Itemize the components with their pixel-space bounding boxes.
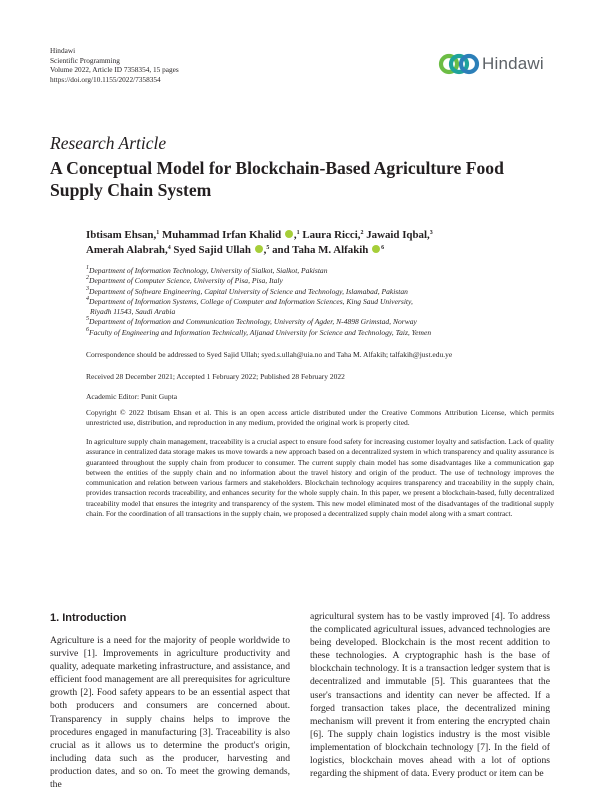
affiliation-list	[86, 266, 576, 338]
abstract: In agriculture supply chain management, traceability is a crucial aspect to ensure food safety for increasing customer loyalty and satisfaction. Lack of quality assurance in centralized data storage makes us move towards a new approach based on a decentralized system in which transparency and quality assurance is guaranteed throughout the supply chain from producer to consumer. The current supply chain model has some disadvantages like a communication gap between the entities of the supply chain and no information about the travel history and origin of the product. The use of technology improves the communication and relation between various farmers and stakeholders. Blockchain technology acquires transparency and traceability in the supply chain, provides transaction records traceability, and enhances security for the whole supply chain. In this paper, we present a blockchain-based, fully decentralized traceability model that ensures the integrity and transparency of the system. This new model eliminated most of the disadvantages of the traditional supply chain. For the coordination of all transactions in the supply chain, we proposed a decentralized supply chain model along with a smart contract.	[86, 437, 554, 518]
affiliation: $^5$Department of Information and Communication Technology, University of Agder, N-4898 Grimstad, Norway	[86, 316, 417, 327]
orcid-icon[interactable]	[372, 245, 380, 253]
orcid-icon[interactable]	[285, 230, 293, 238]
affiliation: $^6$Faculty of Engineering and Information Technically, Aljanad University for Science and Technology, Taiz, Yemen	[86, 326, 432, 337]
author: and Taha M. Alfakih $^6$	[272, 244, 385, 256]
body-column-left: Agriculture is a need for the majority of people worldwide to survive [1]. Improvements in agriculture productivity and quality, adequate marketing infrastructure, and assistance, and efficient food management are all prerequisites for agriculture growth [2]. Food safety appears to be an essential aspect that both producers and consumers are concerned about. Transparency in supply chains helps to improve the procedures engaged in manufacturing [3]. Traceability is also crucial as it allows us to determine the product's origin, including data such as the producer, harvesting and production dates, and so on. To meet the growing demands, the	[50, 635, 290, 791]
correspondence: Correspondence should be addressed to Syed Sajid Ullah; syed.s.ullah@uia.no and Taha M. Alfakih; talfakih@just.edu.ye	[86, 350, 453, 359]
logo-text: Hindawi	[482, 54, 544, 73]
publication-dates: Received 28 December 2021; Accepted 1 February 2022; Published 28 February 2022	[86, 372, 345, 381]
affiliation: $^4$Department of Information Systems, College of Computer and Information Sciences, King Saud University,	[86, 295, 413, 306]
author: Syed Sajid Ullah ,$^5$	[173, 244, 270, 256]
author: Jawaid Iqbal,$^3$	[366, 229, 433, 241]
article-title: A Conceptual Model for Blockchain-Based Agriculture Food Supply Chain System	[50, 158, 504, 200]
author: Muhammad Irfan Khalid ,$^1$	[161, 229, 300, 241]
article-type: Research Article	[50, 133, 167, 153]
copyright-notice: Copyright © 2022 Ibtisam Ehsan et al. This is an open access article distributed under the Creative Commons Attribution License, which permits unrestricted use, distribution, and reproduction in any medium, provided the original work is properly cited.	[86, 408, 554, 427]
affiliation: $^2$Department of Computer Science, University of Pisa, Pisa, Italy	[86, 275, 283, 286]
volume-info: Volume 2022, Article ID 7358354, 15 pages	[50, 65, 179, 75]
author: Amerah Alabrah,$^4$	[86, 244, 171, 256]
hindawi-logo[interactable]	[438, 46, 550, 82]
doi-link[interactable]: https://doi.org/10.1155/2022/7358354	[50, 74, 161, 84]
author-list	[86, 228, 566, 258]
journal-meta	[50, 46, 179, 84]
author: Laura Ricci,$^2$	[302, 229, 364, 241]
section-heading: 1. Introduction	[50, 612, 127, 624]
orcid-icon[interactable]	[255, 245, 263, 253]
affiliation: $^3$Department of Software Engineering, Capital University of Science and Technology, Islamabad, Pakistan	[86, 285, 408, 296]
publisher-name: Hindawi	[50, 46, 76, 55]
body-column-right: agricultural system has to be vastly improved [4]. To address the complicated agricultural issues, advanced technologies are being developed. Blockchain is the most recent addition to these technologies. A cryptographic hash is the base of blockchain technology. It is a transaction ledger system that is decentralized and immutable [5]. This guarantees that the user's transactions and identity can never be affected. If a forged transaction takes place, the decentralized mining mechanism will prevent it from entering the encrypted chain [6]. The supply chain logistics industry is the most visible implementation of blockchain technology [7]. In the field of logistics, blockchain moves ahead with a lot of options regarding the shipment of data. Every product or item can be	[310, 611, 550, 780]
hindawi-logo-icon	[438, 47, 480, 81]
academic-editor: Academic Editor: Punit Gupta	[86, 392, 178, 401]
affiliation: Riyadh 11543, Saudi Arabia	[90, 307, 176, 317]
journal-name: Scientific Programming	[50, 55, 120, 65]
author: Ibtisam Ehsan,$^1$	[86, 229, 160, 241]
affiliation: $^1$Department of Information Technology, University of Sialkot, Sialkot, Pakistan	[86, 265, 328, 275]
